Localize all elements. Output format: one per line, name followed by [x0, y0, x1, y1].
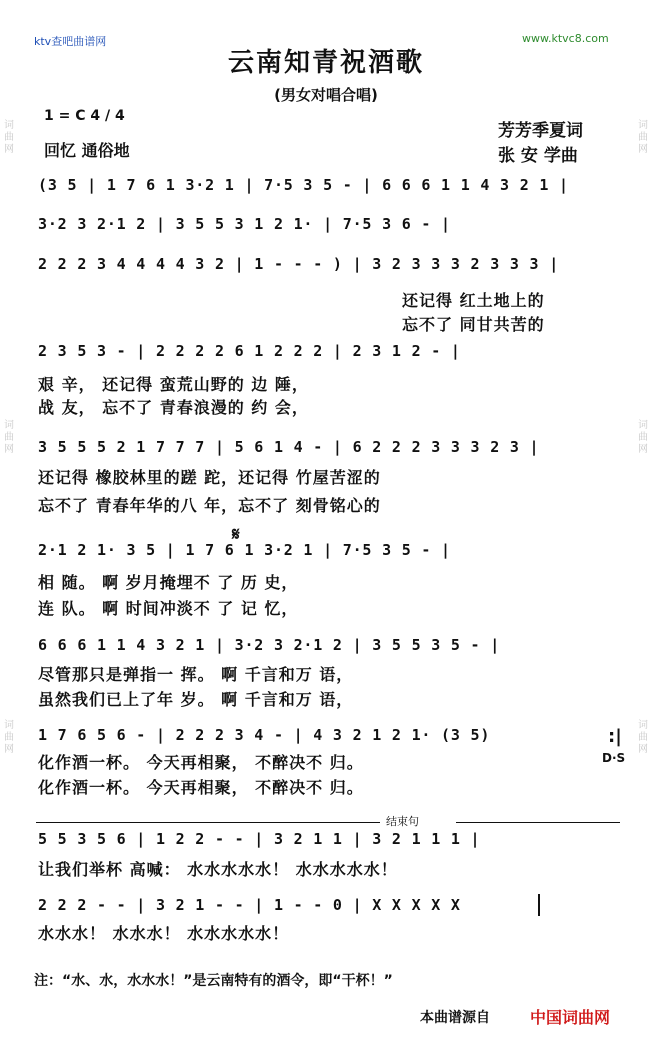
lyric-line: 让我们举杯 高喊： 水水水水水！ 水水水水水！ — [38, 860, 398, 879]
side-watermark: 词曲网 — [4, 120, 14, 155]
lyric-line: 还记得 橡胶林里的蹉 跎，还记得 竹屋苦涩的 — [38, 468, 381, 487]
lyric-line: 忘不了 同甘共苦的 — [402, 315, 545, 334]
lyricist-credit: 芳芳季夏词 — [498, 121, 583, 141]
notation-line: (3 5 | 1 7 6 1 3·2 1 | 7·5 3 5 - | 6 6 6 1 1 4 3 2 1 | — [38, 176, 569, 194]
lyric-line: 尽管那只是弹指一 挥。 啊 千言和万 语， — [38, 665, 354, 684]
side-watermark: 词曲网 — [4, 720, 14, 755]
lyric-line: 化作酒一杯。 今天再相聚， 不醉决不 归。 — [38, 753, 364, 772]
notation-line: 2 2 2 - - | 3 2 1 - - | 1 - - 0 | X X X X X — [38, 896, 461, 914]
segno-sign: 𝄋 — [232, 524, 240, 545]
source-label: 本曲谱源自 — [420, 1010, 490, 1026]
side-watermark: 词曲网 — [638, 120, 648, 155]
lyric-line: 虽然我们已上了年 岁。 啊 千言和万 语， — [38, 690, 354, 709]
ending-bracket-left — [36, 822, 380, 823]
site-watermark-left: ktv查吧曲谱网 — [34, 35, 107, 48]
site-watermark-right: www.ktvc8.com — [522, 32, 609, 45]
notation-line: 2 3 5 3 - | 2 2 2 2 6 1 2 2 2 | 2 3 1 2 - | — [38, 342, 461, 360]
notation-line: 1 7 6 5 6 - | 2 2 2 3 4 - | 4 3 2 1 2 1· (3 5) — [38, 726, 491, 744]
lyric-line: 水水水！ 水水水！ 水水水水水！ — [38, 924, 290, 943]
side-watermark: 词曲网 — [638, 720, 648, 755]
tempo-marking: 回忆 通俗地 — [44, 141, 130, 160]
lyric-line: 战 友， 忘不了 青春浪漫的 约 会， — [38, 398, 309, 417]
song-subtitle: (男女对唱合唱) — [274, 86, 378, 104]
lyric-line: 化作酒一杯。 今天再相聚， 不醉决不 归。 — [38, 778, 364, 797]
key-signature: 1 = C 4 / 4 — [44, 108, 125, 124]
notation-line: 3·2 3 2·1 2 | 3 5 5 3 1 2 1· | 7·5 3 6 - | — [38, 215, 451, 233]
notation-line: 3 5 5 5 2 1 7 7 7 | 5 6 1 4 - | 6 2 2 2 3 3 3 2 3 | — [38, 438, 540, 456]
dal-segno-mark: D·S — [602, 751, 626, 765]
side-watermark: 词曲网 — [4, 420, 14, 455]
notation-line: 2·1 2 1· 3 5 | 1 7 6 1 3·2 1 | 7·5 3 5 - | — [38, 541, 451, 559]
song-title: 云南知青祝酒歌 — [227, 48, 424, 78]
composer-credit: 张 安 学曲 — [498, 146, 578, 166]
lyric-line: 忘不了 青春年华的八 年，忘不了 刻骨铭心的 — [38, 496, 381, 515]
notation-line: 5 5 3 5 6 | 1 2 2 - - | 3 2 1 1 | 3 2 1 1 1 | — [38, 830, 481, 848]
lyric-line: 连 队。 啊 时间冲淡不 了 记 忆， — [38, 599, 299, 618]
footnote: 注：“水、水，水水水！”是云南特有的酒令，即“干杯！” — [34, 973, 393, 989]
side-watermark: 词曲网 — [638, 420, 648, 455]
repeat-end-sign: :| — [608, 726, 622, 747]
ending-label: 结束句 — [386, 815, 419, 828]
notation-line: 2 2 2 3 4 4 4 4 3 2 | 1 - - - ) | 3 2 3 3 3 2 3 3 3 | — [38, 255, 560, 273]
lyric-line: 艰 辛， 还记得 蛮荒山野的 边 陲， — [38, 375, 309, 394]
ending-bracket-right — [456, 822, 620, 823]
notation-line: 6 6 6 1 1 4 3 2 1 | 3·2 3 2·1 2 | 3 5 5 3 5 - | — [38, 636, 501, 654]
lyric-line: 相 随。 啊 岁月掩埋不 了 历 史， — [38, 573, 299, 592]
lyric-line: 还记得 红土地上的 — [402, 291, 545, 310]
source-name: 中国词曲网 — [530, 1008, 611, 1027]
final-barline — [538, 894, 540, 916]
